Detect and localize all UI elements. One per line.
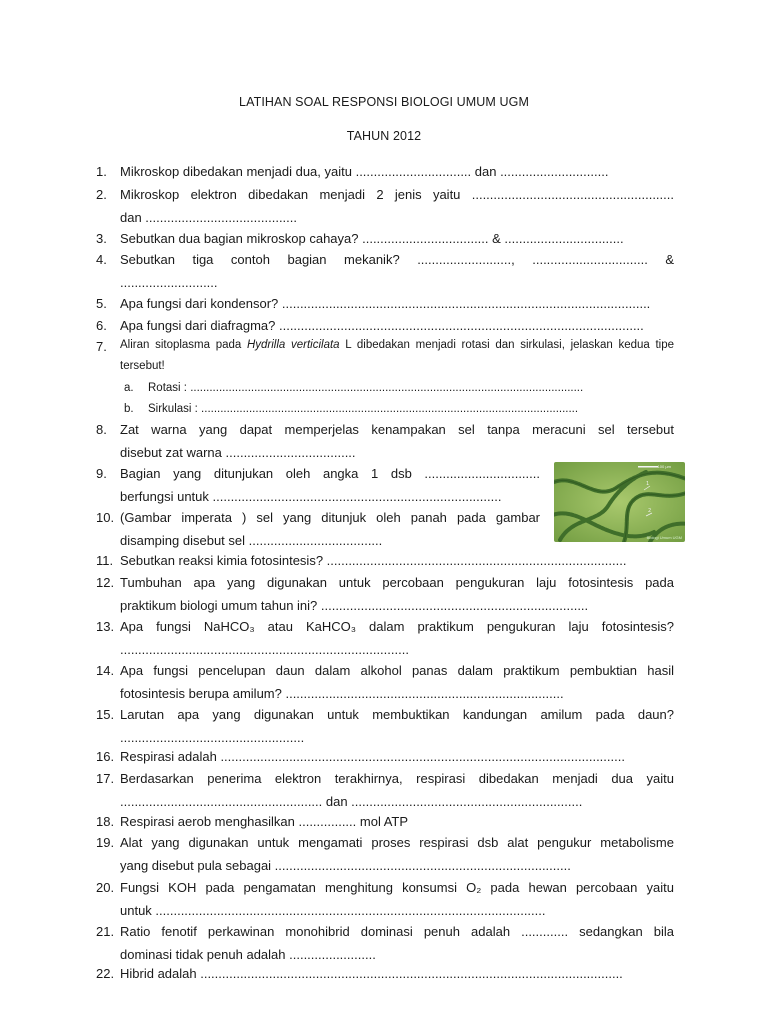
question-number: 17. xyxy=(96,771,115,786)
question-text-line1: (Gambar imperata ) sel yang ditunjuk oleh panah pada gambar xyxy=(120,510,540,525)
sub-text xyxy=(148,399,644,419)
sub-label: Sirkulasi : xyxy=(148,403,198,415)
species-name: Hydrilla verticilata xyxy=(246,339,340,351)
question-11 xyxy=(96,549,674,572)
question-number: 3. xyxy=(96,231,107,246)
question-text-line1: Bagian yang ditunjukan oleh angka 1 dsb ................................ xyxy=(120,466,540,481)
question-text-line1: Fungsi KOH pada pengamatan menghitung konsumsi O₂ pada hewan percobaan yaitu xyxy=(120,880,674,895)
question-number: 11. xyxy=(96,553,114,568)
question-2 xyxy=(96,183,674,229)
question-text: Apa fungsi dari diafragma? ..................................................................................................... xyxy=(120,318,644,333)
question-22 xyxy=(96,962,674,985)
page-title: LATIHAN SOAL RESPONSI BIOLOGI UMUM UGM xyxy=(239,95,529,109)
question-text-line1: Tumbuhan apa yang digunakan untuk percobaan pengukuran laju fotosintesis pada xyxy=(120,575,674,590)
question-number: 5. xyxy=(96,296,107,311)
question-text-line1: Ratio fenotif perkawinan monohibrid dominasi penuh adalah ............. sedangkan bila xyxy=(120,924,674,939)
question-1 xyxy=(96,160,674,183)
question-number: 9. xyxy=(96,466,107,481)
figure-label-1: 1 xyxy=(646,481,650,487)
question-number: 19. xyxy=(96,835,115,850)
question-number: 18. xyxy=(96,814,115,829)
question-text-line1: Mikroskop elektron dibedakan menjadi 2 jenis yaitu ........................................................ xyxy=(120,187,674,202)
sub-dots: ...................................................................................................................... xyxy=(197,403,579,415)
question-text-line2: berfungsi untuk ................................................................................ xyxy=(120,489,502,504)
question-text-line2: disebut zat warna .................................... xyxy=(120,445,356,460)
question-7 xyxy=(96,335,674,377)
question-text-line1: Sebutkan tiga contoh bagian mekanik? .........................., ................................ & xyxy=(120,252,674,267)
question-text-line2: ........................................................ dan ................................................................ xyxy=(120,794,583,809)
question-number: 2. xyxy=(96,187,107,202)
question-14 xyxy=(96,659,674,705)
figure-scale-label: 100 µm xyxy=(657,464,671,469)
question-number: 14. xyxy=(96,663,115,678)
question-6 xyxy=(96,314,674,337)
question-20 xyxy=(96,876,674,922)
question-text: Respirasi aerob menghasilkan ................ mol ATP xyxy=(120,814,409,829)
sub-dots: ........................................................................................................................... xyxy=(187,382,584,394)
question-text-line2: praktikum biologi umum tahun ini? .......................................................................... xyxy=(120,598,589,613)
sub-label: Rotasi : xyxy=(148,382,187,394)
question-7-sub-a xyxy=(124,378,644,398)
question-number: 7. xyxy=(96,339,107,354)
question-text-line2: fotosintesis berupa amilum? ............................................................................. xyxy=(120,686,564,701)
question-text-line1: Larutan apa yang digunakan untuk membuktikan kandungan amilum pada daun? xyxy=(120,707,674,722)
question-text-line2: ................................................................................ xyxy=(120,642,409,657)
question-19 xyxy=(96,831,674,877)
question-18 xyxy=(96,810,674,833)
question-text: Apa fungsi dari kondensor? ...................................................................................................... xyxy=(120,296,651,311)
question-text: Sebutkan dua bagian mikroskop cahaya? ................................... & ................................. xyxy=(120,231,624,246)
sub-letter: a. xyxy=(124,382,134,394)
question-number: 15. xyxy=(96,707,115,722)
sub-letter: b. xyxy=(124,403,134,415)
question-text-post: L dibedakan menjadi rotasi dan sirkulasi, jelaskan kedua tipe tersebut! xyxy=(120,339,675,372)
question-number: 13. xyxy=(96,619,115,634)
question-number: 1. xyxy=(96,164,107,179)
question-4 xyxy=(96,248,674,294)
question-5 xyxy=(96,292,674,315)
microscope-algae-photo xyxy=(554,462,685,542)
question-16 xyxy=(96,745,674,768)
question-number: 16. xyxy=(96,749,115,764)
question-text: Sebutkan reaksi kimia fotosintesis? ................................................................................... xyxy=(120,553,627,568)
question-number: 6. xyxy=(96,318,107,333)
question-text-line1: Alat yang digunakan untuk mengamati proses respirasi dsb alat pengukur metabolisme xyxy=(120,835,674,850)
question-15 xyxy=(96,703,674,749)
question-text xyxy=(120,335,674,377)
question-7-sub-b xyxy=(124,399,644,419)
sub-text xyxy=(148,378,644,398)
question-3 xyxy=(96,227,674,250)
question-21 xyxy=(96,920,674,966)
page-year: TAHUN 2012 xyxy=(346,129,422,143)
question-text-line2: ................................................... xyxy=(120,730,305,745)
question-text-line2: dan .......................................... xyxy=(120,210,297,225)
question-number: 20. xyxy=(96,880,115,895)
question-text-line2: ........................... xyxy=(120,275,218,290)
algae-filament-image xyxy=(554,462,685,542)
question-text: Hibrid adalah ..................................................................................................................... xyxy=(120,966,623,981)
question-text-line2: dominasi tidak penuh adalah ........................ xyxy=(120,947,376,962)
question-text: Respirasi adalah ................................................................................................................ xyxy=(120,749,625,764)
figure-credit: Biologi Umum UGM xyxy=(646,535,682,540)
question-13 xyxy=(96,615,674,661)
question-text-line1: Apa fungsi NaHCO₃ atau KaHCO₃ dalam praktikum pengukuran laju fotosintesis? xyxy=(120,619,674,634)
question-text-line1: Berdasarkan penerima elektron terakhirnya, respirasi dibedakan menjadi dua yaitu xyxy=(120,771,674,786)
question-8 xyxy=(96,418,674,464)
question-number: 21. xyxy=(96,924,115,939)
question-text-line2: yang disebut pula sebagai .................................................................................. xyxy=(120,858,571,873)
question-text-line2: untuk ............................................................................................................ xyxy=(120,903,546,918)
question-number: 4. xyxy=(96,252,107,267)
figure-label-2: 2 xyxy=(648,508,652,514)
question-number: 22. xyxy=(96,966,115,981)
question-number: 8. xyxy=(96,422,107,437)
question-text-line1: Apa fungsi pencelupan daun dalam alkohol panas dalam praktikum pembuktian hasil xyxy=(120,663,674,678)
question-text: Mikroskop dibedakan menjadi dua, yaitu ................................ dan .............................. xyxy=(120,164,609,179)
question-number: 12. xyxy=(96,575,115,590)
question-text-pre: Aliran sitoplasma pada xyxy=(120,339,247,351)
question-text-line2: disamping disebut sel ..................................... xyxy=(120,533,383,548)
question-17 xyxy=(96,767,674,813)
question-text-line1: Zat warna yang dapat memperjelas kenampakan sel tanpa meracuni sel tersebut xyxy=(120,422,674,437)
question-number: 10. xyxy=(96,510,115,525)
question-12 xyxy=(96,571,674,617)
